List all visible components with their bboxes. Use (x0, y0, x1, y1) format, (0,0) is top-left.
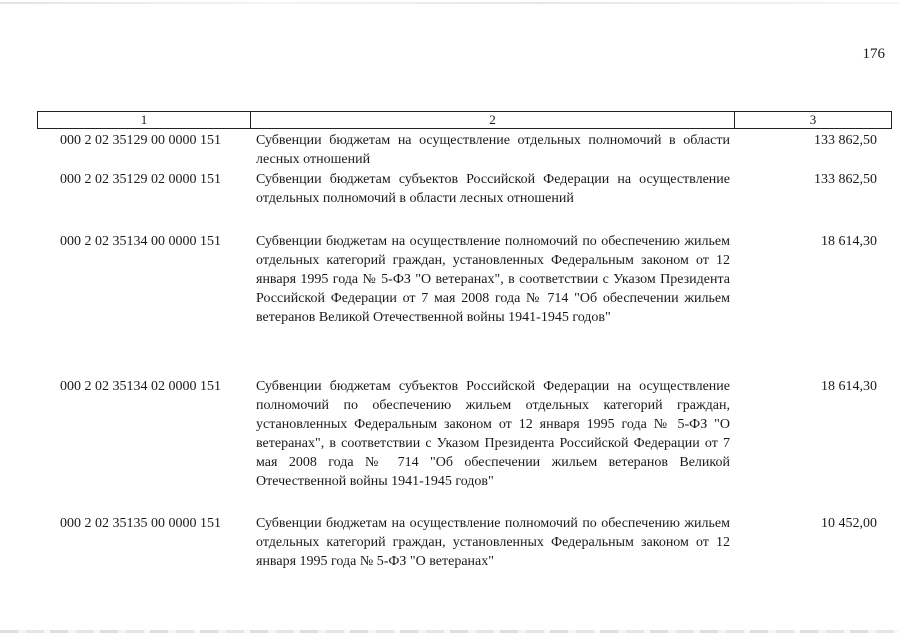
budget-code: 000 2 02 35134 02 0000 151 (60, 379, 221, 394)
row-amount: 18 614,30 (821, 379, 877, 394)
page-number: 176 (862, 46, 885, 62)
row-description: Субвенции бюджетам на осуществление полномочий по обеспечению жильем отдельных категорий граждан, установленных Федеральным законом от 12 января 1995 года № 5-ФЗ "О ветеранах" (256, 516, 730, 569)
column-header-2: 2 (251, 112, 735, 128)
row-description: Субвенции бюджетам субъектов Российской Федерации на осуществление отдельных полномочий в области лесных отношений (256, 172, 730, 206)
row-amount: 133 862,50 (814, 133, 877, 148)
table-column-header (37, 111, 892, 129)
row-amount: 133 862,50 (814, 172, 877, 187)
row-description: Субвенции бюджетам на осуществление полномочий по обеспечению жильем отдельных категорий граждан, установленных Федеральным законом от 12 января 1995 года № 5-ФЗ "О ветеранах", в соответствии с Указом Президента Российской Федерации от 7 мая 2008 года № 714 "Об обеспечении жильем ветеранов Великой Отечественной войны 1941-1945 годов" (256, 234, 730, 325)
budget-code: 000 2 02 35129 02 0000 151 (60, 172, 221, 187)
row-description: Субвенции бюджетам на осуществление отдельных полномочий в области лесных отношений (256, 133, 730, 167)
budget-code: 000 2 02 35129 00 0000 151 (60, 133, 221, 148)
budget-code: 000 2 02 35135 00 0000 151 (60, 516, 221, 531)
column-header-1: 1 (38, 112, 251, 128)
row-amount: 18 614,30 (821, 234, 877, 249)
scan-edge-bottom (0, 630, 899, 633)
row-description: Субвенции бюджетам субъектов Российской Федерации на осуществление полномочий по обеспечению жильем отдельных категорий граждан, установленных Федеральным законом от 12 января 1995 года № 5-ФЗ "О ветеранах", в соответствии с Указом Президента Российской Федерации от 7 мая 2008 года № 714 "Об обеспечении жильем ветеранов Великой Отечественной войны 1941-1945 годов" (256, 379, 730, 489)
column-header-3: 3 (809, 112, 817, 127)
scan-edge-top (0, 2, 899, 4)
budget-code: 000 2 02 35134 00 0000 151 (60, 234, 221, 249)
row-amount: 10 452,00 (821, 516, 877, 531)
